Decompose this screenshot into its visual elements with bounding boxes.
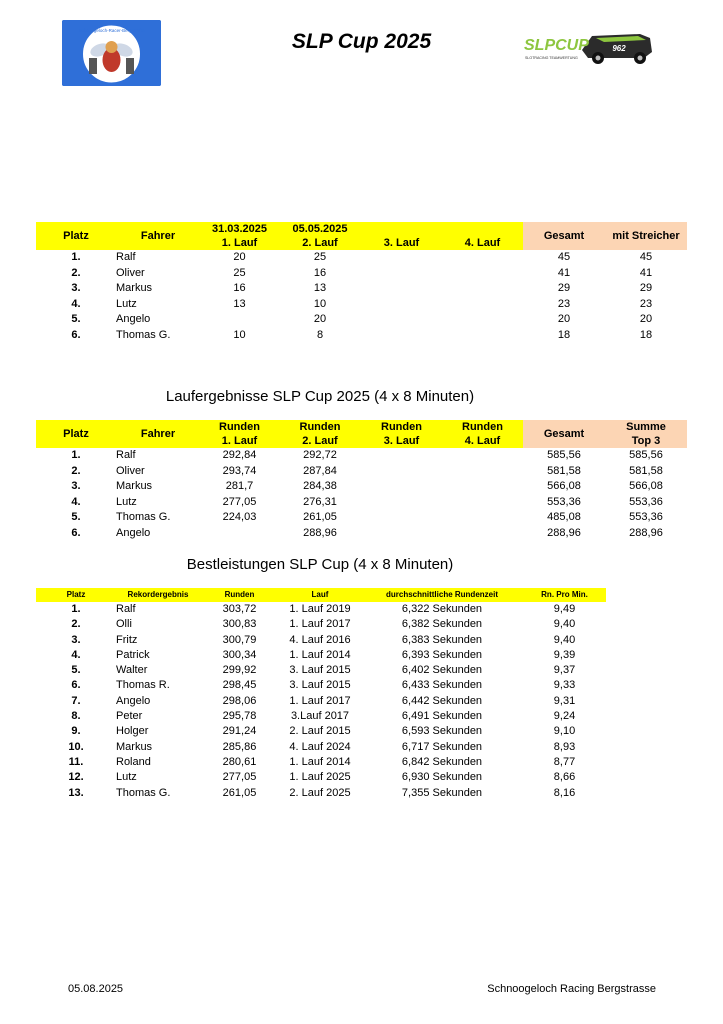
cell-streicher: 29 [639,282,653,294]
col-rnmin: Rn. Pro Min. [523,588,606,602]
cell-l3 [361,328,442,344]
cell-l2: 25 [313,251,327,263]
cell-runden: 285,86 [222,740,257,753]
cell-lauf: 1. Lauf 2017 [289,618,351,631]
cell-runden: 299,92 [222,664,257,677]
cell-zeit: 6,593 Sekunden [401,725,483,738]
cell-lauf: 3. Lauf 2015 [289,679,351,692]
cell-l4 [442,250,523,266]
cell-name: Holger [116,725,149,738]
cell-streicher: 23 [639,297,653,310]
cell-rnmin: 9,31 [553,694,576,707]
cell-l1 [200,312,279,328]
cell-zeit: 7,355 Sekunden [401,786,483,799]
cell-rnmin: 8,93 [553,740,576,753]
cell-fahrer: Oliver [116,266,145,279]
table-row [36,678,606,693]
cell-rnmin: 8,66 [553,771,576,784]
laufergebnisse-header-row [36,420,687,434]
table-row [36,755,606,770]
cell-zeit: 6,930 Sekunden [401,771,483,784]
col-runden-3: Runden [361,420,442,434]
standings-table [36,222,687,343]
cell-l3 [361,448,442,464]
cell-lauf: 3.Lauf 2017 [290,710,350,723]
cell-zeit: 6,433 Sekunden [401,679,483,692]
cell-platz: 8. [71,710,81,723]
col-rekord: Rekordergebnis [116,588,200,602]
table-row [36,250,687,266]
cell-l3 [361,281,442,297]
cell-gesamt: 29 [557,282,571,294]
cell-streicher: 41 [639,266,653,279]
cell-l1 [200,526,279,542]
cell-rnmin: 9,37 [553,664,576,677]
cell-runden: 300,34 [222,648,257,661]
col-platz: Platz [36,420,116,448]
cell-platz: 9. [71,725,81,738]
col-fahrer: Fahrer [116,222,200,250]
cell-platz: 3. [71,480,81,492]
col-top3: Top 3 [605,434,687,448]
cell-zeit: 6,402 Sekunden [401,664,483,677]
cell-zeit: 6,383 Sekunden [401,633,483,646]
cell-fahrer: Oliver [116,464,145,477]
col-lauf2: 2. Lauf [279,236,361,250]
cell-name: Roland [116,755,151,768]
col-platz: Platz [36,222,116,250]
table-row [36,786,606,801]
cell-l1: 16 [233,282,246,294]
cell-fahrer: Ralf [116,251,136,263]
table-row [36,709,606,724]
cell-l4 [442,312,523,328]
cell-zeit: 6,491 Sekunden [401,710,483,723]
cell-l2: 20 [313,313,327,325]
cell-l3 [361,464,442,480]
table-row [36,510,687,526]
col-lauf2: 2. Lauf [279,434,361,448]
table-row [36,479,687,495]
cell-platz: 2. [71,266,81,279]
cell-fahrer: Lutz [116,297,137,310]
col-rundenzeit: durchschnittliche Rundenzeit [361,588,523,602]
cell-platz: 4. [71,495,81,508]
cell-lauf: 2. Lauf 2025 [289,786,351,799]
laufergebnisse-title: Laufergebnisse SLP Cup 2025 (4 x 8 Minuten) [165,388,475,405]
table-row [36,602,606,617]
cell-l3 [361,312,442,328]
bestleistungen-title: Bestleistungen SLP Cup (4 x 8 Minuten) [186,556,454,573]
cell-l1: 10 [233,328,246,341]
cell-fahrer: Angelo [116,526,151,539]
cell-gesamt: 20 [557,313,571,325]
cell-rnmin: 9,49 [553,603,576,615]
cell-platz: 5. [71,664,81,677]
cell-rnmin: 9,40 [553,618,576,631]
cell-l4 [442,328,523,344]
cell-gesamt: 23 [557,297,571,310]
table-row [36,526,687,542]
svg-text:SLPCUP: SLPCUP [524,37,589,54]
cell-runden: 261,05 [222,786,257,799]
table-row [36,740,606,755]
cell-top3: 553,36 [629,495,663,508]
cell-streicher: 18 [639,328,653,341]
cell-l1: 293,74 [222,464,257,477]
cell-rnmin: 9,33 [553,679,576,692]
col-fahrer: Fahrer [116,420,200,448]
table-row [36,694,606,709]
cell-rnmin: 9,24 [553,710,576,723]
cell-l2: 13 [313,282,327,294]
cell-l2: 284,38 [303,480,337,492]
cell-l4 [442,281,523,297]
col-lauf1: 1. Lauf [200,434,279,448]
table-row [36,464,687,480]
page-title: SLP Cup 2025 [291,30,432,53]
cell-l2: 276,31 [303,495,337,508]
table-row [36,266,687,282]
cell-runden: 277,05 [222,771,257,784]
table-row [36,328,687,344]
cell-runden: 303,72 [222,603,257,615]
cell-streicher: 45 [639,251,653,263]
cell-l1: 277,05 [222,495,257,508]
cell-l4 [442,526,523,542]
cell-platz: 6. [71,328,81,341]
cell-lauf: 4. Lauf 2024 [289,740,351,753]
cell-lauf: 1. Lauf 2017 [289,694,351,707]
cell-gesamt: 288,96 [547,526,581,539]
cell-lauf: 1. Lauf 2025 [289,771,351,784]
cell-gesamt: 45 [557,251,571,263]
cell-l2: 16 [313,266,327,279]
cell-l2: 292,72 [303,449,337,461]
cell-gesamt: 581,58 [547,464,581,477]
cell-l1: 25 [233,266,246,279]
col-lauf4: 4. Lauf [442,236,523,250]
cell-lauf: 4. Lauf 2016 [289,633,351,646]
table-row [36,312,687,328]
table-row [36,724,606,739]
col-lauf3: 3. Lauf [361,236,442,250]
footer-club-name: Schnoogeloch Racing Bergstrasse [487,983,656,995]
cell-platz: 10. [68,740,84,753]
table-row [36,648,606,663]
cell-l4 [442,479,523,495]
col-runden-4: Runden [442,420,523,434]
footer-date: 05.08.2025 [68,983,124,995]
cell-zeit: 6,382 Sekunden [401,618,483,631]
cell-l4 [442,464,523,480]
cell-name: Lutz [116,771,137,784]
svg-text:Schnoogeloch-Racer-Bergstraße: Schnoogeloch-Racer-Bergstraße [78,28,145,33]
col-runden-2: Runden [279,420,361,434]
table-row [36,297,687,313]
col-lauf4: 4. Lauf [442,434,523,448]
cell-fahrer: Angelo [116,313,151,325]
cell-platz: 2. [71,464,81,477]
laufergebnisse-table [36,420,687,541]
cell-gesamt: 41 [557,266,571,279]
cell-fahrer: Thomas G. [116,328,171,341]
cell-runden: 298,06 [222,694,257,707]
cell-l3 [361,479,442,495]
cell-l2: 8 [316,328,324,341]
cell-runden: 300,79 [222,633,257,646]
cell-l1: 281,7 [225,480,254,492]
cell-streicher: 20 [639,313,653,325]
col-streicher: mit Streicher [605,222,687,250]
col-lauf1: 1. Lauf [200,236,279,250]
cell-l4 [442,510,523,526]
cell-l2: 10 [313,297,327,310]
col-lauf2-date: 05.05.2025 [279,222,361,236]
cell-top3: 553,36 [629,511,663,523]
svg-text:962: 962 [612,44,626,53]
table-row [36,617,606,632]
cell-l3 [361,297,442,313]
col-lauf4-spacer [442,222,523,236]
cell-platz: 4. [71,648,81,661]
cell-fahrer: Markus [116,282,153,294]
cell-name: Ralf [116,603,136,615]
cell-name: Angelo [116,694,151,707]
cell-name: Thomas R. [116,679,170,692]
cell-platz: 4. [71,297,81,310]
col-summe: Summe [605,420,687,434]
col-lauf1-date: 31.03.2025 [200,222,279,236]
cell-top3: 566,08 [629,480,663,492]
cell-platz: 7. [71,694,81,707]
cell-platz: 1. [71,251,81,263]
cell-l3 [361,495,442,511]
cell-top3: 581,58 [629,464,663,477]
cell-fahrer: Ralf [116,449,136,461]
cell-gesamt: 553,36 [547,495,581,508]
cell-rnmin: 9,10 [553,725,576,738]
standings-header-row [36,222,687,236]
col-platz: Platz [36,588,116,602]
cell-l4 [442,448,523,464]
cell-name: Fritz [116,633,138,646]
cell-l2: 261,05 [303,511,337,523]
cell-zeit: 6,842 Sekunden [401,755,483,768]
cell-platz: 13. [68,786,84,799]
col-lauf3-spacer [361,222,442,236]
cell-fahrer: Markus [116,480,153,492]
cell-runden: 300,83 [222,618,257,631]
cell-l2: 288,96 [303,526,337,539]
table-row [36,633,606,648]
cell-l4 [442,297,523,313]
cell-lauf: 2. Lauf 2015 [289,725,351,738]
cell-platz: 5. [71,511,81,523]
cell-l3 [361,250,442,266]
slp-cup-logo-graphic [522,28,654,66]
cell-platz: 6. [71,526,81,539]
cell-runden: 295,78 [222,710,257,723]
cell-platz: 6. [71,679,81,692]
cell-l3 [361,526,442,542]
cell-lauf: 1. Lauf 2014 [289,648,351,661]
cell-rnmin: 9,40 [553,633,576,646]
cell-gesamt: 18 [557,328,571,341]
cell-name: Peter [116,710,143,723]
cell-top3: 585,56 [629,449,663,461]
cell-rnmin: 8,16 [553,786,576,799]
col-runden-1: Runden [200,420,279,434]
table-row [36,281,687,297]
cell-zeit: 6,322 Sekunden [401,603,483,615]
cell-name: Olli [116,618,132,631]
cell-platz: 5. [71,313,81,325]
cell-zeit: 6,717 Sekunden [401,740,483,753]
cell-zeit: 6,442 Sekunden [401,694,483,707]
cell-l4 [442,495,523,511]
cell-l1: 20 [233,251,246,263]
col-lauf: Lauf [279,588,361,602]
table-row [36,448,687,464]
cell-l1: 13 [233,297,246,310]
cell-runden: 291,24 [222,725,257,738]
cell-fahrer: Lutz [116,495,137,508]
cell-platz: 3. [71,633,81,646]
cell-platz: 11. [68,755,84,768]
cell-top3: 288,96 [629,526,663,539]
col-runden: Runden [200,588,279,602]
cell-name: Markus [116,740,153,753]
cell-gesamt: 585,56 [547,449,581,461]
cell-runden: 280,61 [222,755,257,768]
cell-platz: 12. [68,771,84,784]
col-lauf3: 3. Lauf [361,434,442,448]
cell-name: Patrick [116,648,150,661]
svg-text:SLOTRACING TEAMWERTUNG: SLOTRACING TEAMWERTUNG [525,56,578,60]
cell-platz: 3. [71,282,81,294]
cell-lauf: 3. Lauf 2015 [289,664,351,677]
cell-platz: 1. [71,449,81,461]
bestleistungen-header-row [36,588,606,602]
cell-l1: 224,03 [222,511,257,523]
cell-l2: 287,84 [303,464,337,477]
cell-name: Thomas G. [116,786,171,799]
cell-l4 [442,266,523,282]
cell-l3 [361,510,442,526]
cell-platz: 2. [71,618,81,631]
bestleistungen-table [36,588,606,801]
cell-zeit: 6,393 Sekunden [401,648,483,661]
table-row [36,770,606,785]
col-gesamt: Gesamt [523,222,605,250]
cell-lauf: 1. Lauf 2014 [289,755,351,768]
cell-l1: 292,84 [222,449,257,461]
cell-rnmin: 8,77 [553,755,576,768]
cell-lauf: 1. Lauf 2019 [289,603,351,615]
cell-gesamt: 566,08 [547,480,581,492]
cell-l3 [361,266,442,282]
col-gesamt: Gesamt [523,420,605,448]
cell-runden: 298,45 [222,679,257,692]
cell-platz: 1. [71,603,81,615]
cell-name: Walter [116,664,148,677]
cell-gesamt: 485,08 [547,511,581,523]
table-row [36,663,606,678]
cell-fahrer: Thomas G. [116,511,171,523]
cell-rnmin: 9,39 [553,648,576,661]
slp-cup-logo [522,28,654,66]
table-row [36,495,687,511]
